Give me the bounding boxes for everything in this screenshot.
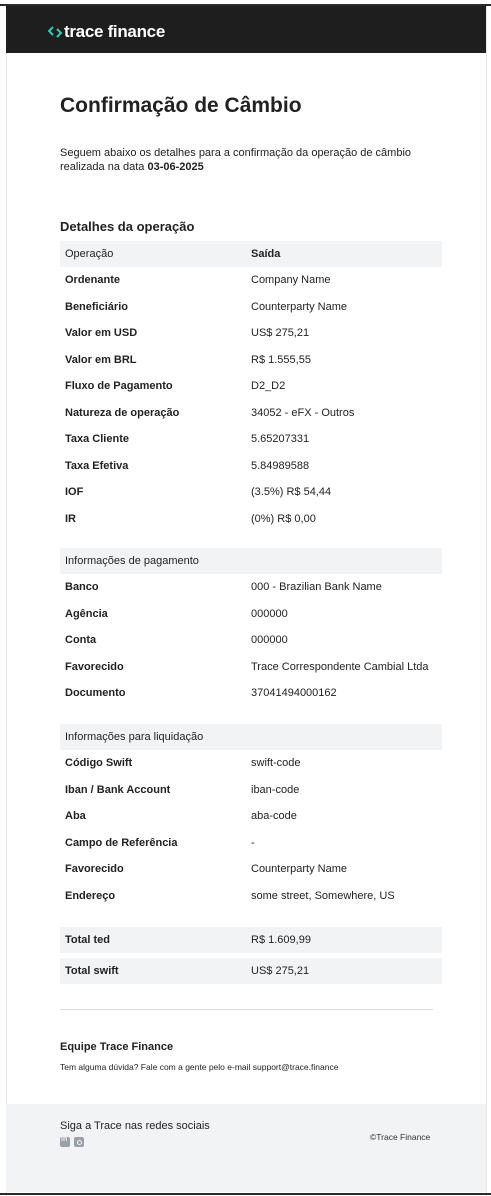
row-value: swift-code [251,757,301,770]
row-value: Trace Correspondente Cambial Ltda [251,660,429,673]
social-links [60,1137,84,1147]
total-label: Total ted [65,934,111,946]
copyright: ©Trace Finance [370,1132,431,1142]
row-value: Counterparty Name [251,300,347,313]
table-row [60,680,442,707]
operation-section-title: Detalhes da operação [60,219,195,234]
row-label: Natureza de operação [65,406,180,419]
frame-border-right [486,6,487,1196]
payment-info-table [60,548,442,707]
row-value: some street, Somewhere, US [251,889,395,902]
row-value: (0%) R$ 0,00 [251,512,316,525]
table-row [60,856,442,883]
total-swift-row [60,958,442,984]
row-value: 5.84989588 [251,459,310,472]
table-header-row [60,241,442,267]
row-value: - [251,836,255,849]
intro-text [60,146,430,174]
table-row [60,320,442,347]
row-label: IR [65,512,76,525]
table-row [60,830,442,857]
table-row [60,347,442,374]
table-row [60,267,442,294]
row-value: 000 - Brazilian Bank Name [251,581,382,594]
linkedin-icon[interactable] [60,1137,70,1147]
table-row [60,777,442,804]
row-value: 000000 [251,607,288,620]
email-header [6,6,486,53]
row-value: 37041494000162 [251,687,337,700]
row-label: Taxa Efetiva [65,459,129,472]
section-label: Informações para liquidação [65,731,204,743]
team-signature: Equipe Trace Finance [60,1041,174,1053]
section-label: Informações de pagamento [65,555,199,567]
table-row [60,506,442,533]
row-label: Endereço [65,889,116,902]
row-value: Saída [251,248,281,260]
email-footer [6,1104,486,1192]
row-label: Valor em USD [65,327,138,340]
social-follow-text: Siga a Trace nas redes sociais [60,1120,210,1132]
row-label: Favorecido [65,863,124,876]
brand-logo[interactable] [48,22,165,42]
intro-sentence: Seguem abaixo os detalhes para a confirmação da operação de câmbio realizada na data [60,147,412,173]
table-row [60,479,442,506]
trace-logo-icon [48,26,62,38]
row-value: D2_D2 [251,380,286,393]
row-label: IOF [65,486,84,499]
table-row [60,883,442,910]
table-row [60,803,442,830]
table-row [60,426,442,453]
row-value: (3.5%) R$ 54,44 [251,486,332,499]
row-label: Favorecido [65,660,124,673]
row-label: Iban / Bank Account [65,783,171,796]
total-label: Total swift [65,965,119,977]
table-section-header [60,724,442,750]
total-value: R$ 1.609,99 [251,934,311,946]
divider [60,1009,433,1010]
row-label: Aba [65,810,86,823]
contact-text: Tem alguma dúvida? Fale com a gente pelo e-mail support@trace.finance [60,1062,339,1072]
operation-date: 03-06-2025 [147,161,204,173]
row-label: Beneficiário [65,300,128,313]
table-row [60,294,442,321]
row-label: Conta [65,634,97,647]
row-value: 5.65207331 [251,433,310,446]
row-label: Valor em BRL [65,353,137,366]
row-value: 000000 [251,634,288,647]
table-row [60,601,442,628]
row-value: 34052 - eFX - Outros [251,406,355,419]
row-value: aba-code [251,810,297,823]
row-label: Ordenante [65,274,121,287]
total-ted-row [60,927,442,953]
row-label: Código Swift [65,757,133,770]
table-row [60,574,442,601]
row-label: Campo de Referência [65,836,178,849]
table-row [60,453,442,480]
row-label: Fluxo de Pagamento [65,380,173,393]
instagram-icon[interactable] [74,1137,84,1147]
frame-border-left [6,6,7,1196]
table-row [60,654,442,681]
page-title: Confirmação de Câmbio [60,94,302,117]
table-row [60,750,442,777]
row-label: Documento [65,687,126,700]
row-label: Banco [65,581,99,594]
table-row [60,400,442,427]
row-label: Operação [65,248,114,260]
table-row [60,373,442,400]
row-value: iban-code [251,783,300,796]
row-label: Taxa Cliente [65,433,129,446]
row-value: Company Name [251,274,331,287]
brand-name: trace finance [64,22,165,41]
row-value: US$ 275,21 [251,327,310,340]
bottom-border [0,1193,491,1195]
table-section-header [60,548,442,574]
total-value: US$ 275,21 [251,965,310,977]
settlement-info-table [60,724,442,909]
operation-details-table [60,241,442,532]
row-value: Counterparty Name [251,863,347,876]
row-value: R$ 1.555,55 [251,353,311,366]
row-label: Agência [65,607,108,620]
table-row [60,627,442,654]
